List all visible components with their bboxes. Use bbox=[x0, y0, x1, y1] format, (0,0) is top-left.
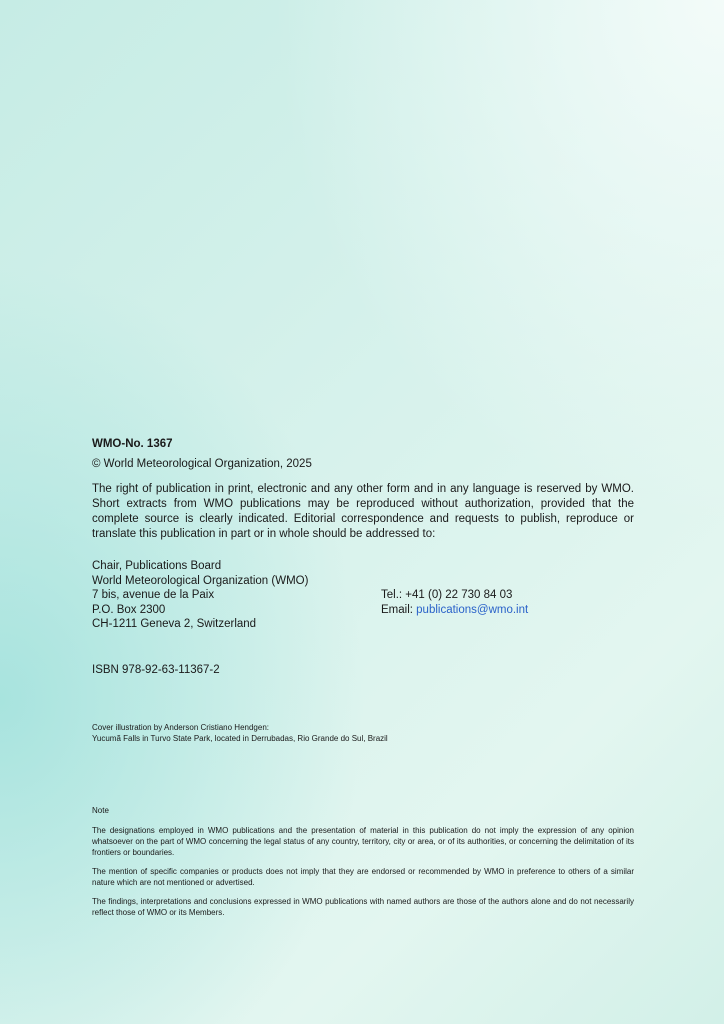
publication-number: WMO-No. 1367 bbox=[92, 438, 173, 450]
cover-credit bbox=[92, 722, 634, 744]
note-paragraph: The designations employed in WMO publications and the presentation of material in this publication do not imply the expression of any opinion whatsoever on the part of WMO concerning the legal status of any country, territory, city or area, or of its authorities, or concerning the delimitation of its frontiers or boundaries. bbox=[92, 826, 634, 857]
rights-statement: The right of publication in print, electronic and any other form and in any language is reserved by WMO. Short extracts from WMO publications may be reproduced without authorization, provided that the complete source is clearly indicated. Editorial correspondence and requests to publish, reproduce or translate this publication in part or in whole should be addressed to: bbox=[92, 483, 634, 540]
contact-details bbox=[381, 588, 528, 617]
cover-credit-line: Cover illustration by Anderson Cristiano Hendgen: bbox=[92, 723, 269, 732]
address-line: P.O. Box 2300 bbox=[92, 603, 166, 616]
note-heading: Note bbox=[92, 806, 109, 815]
cover-credit-line: Yucumã Falls in Turvo State Park, located in Derrubadas, Rio Grande do Sul, Brazil bbox=[92, 734, 388, 743]
email-line bbox=[381, 603, 528, 618]
email-link[interactable]: publications@wmo.int bbox=[416, 603, 529, 616]
email-label: Email: bbox=[381, 603, 417, 616]
note-section bbox=[92, 805, 634, 918]
contact-block bbox=[92, 559, 634, 633]
isbn: ISBN 978-92-63-11367-2 bbox=[92, 664, 220, 676]
address-line: World Meteorological Organization (WMO) bbox=[92, 574, 309, 587]
note-paragraph: The mention of specific companies or products does not imply that they are endorsed or recommended by WMO in preference to others of a similar nature which are not mentioned or advertised. bbox=[92, 867, 634, 887]
note-paragraph: The findings, interpretations and conclusions expressed in WMO publications with named authors are those of the authors alone and do not necessarily reflect those of WMO or its Members. bbox=[92, 897, 634, 917]
address-line: Chair, Publications Board bbox=[92, 560, 222, 572]
copyright-notice: © World Meteorological Organization, 2025 bbox=[92, 458, 312, 470]
address-line: CH-1211 Geneva 2, Switzerland bbox=[92, 618, 257, 631]
imprint-block bbox=[92, 436, 634, 744]
address-line: 7 bis, avenue de la Paix bbox=[92, 589, 215, 602]
postal-address bbox=[92, 559, 308, 632]
telephone-number: Tel.: +41 (0) 22 730 84 03 bbox=[381, 589, 513, 602]
